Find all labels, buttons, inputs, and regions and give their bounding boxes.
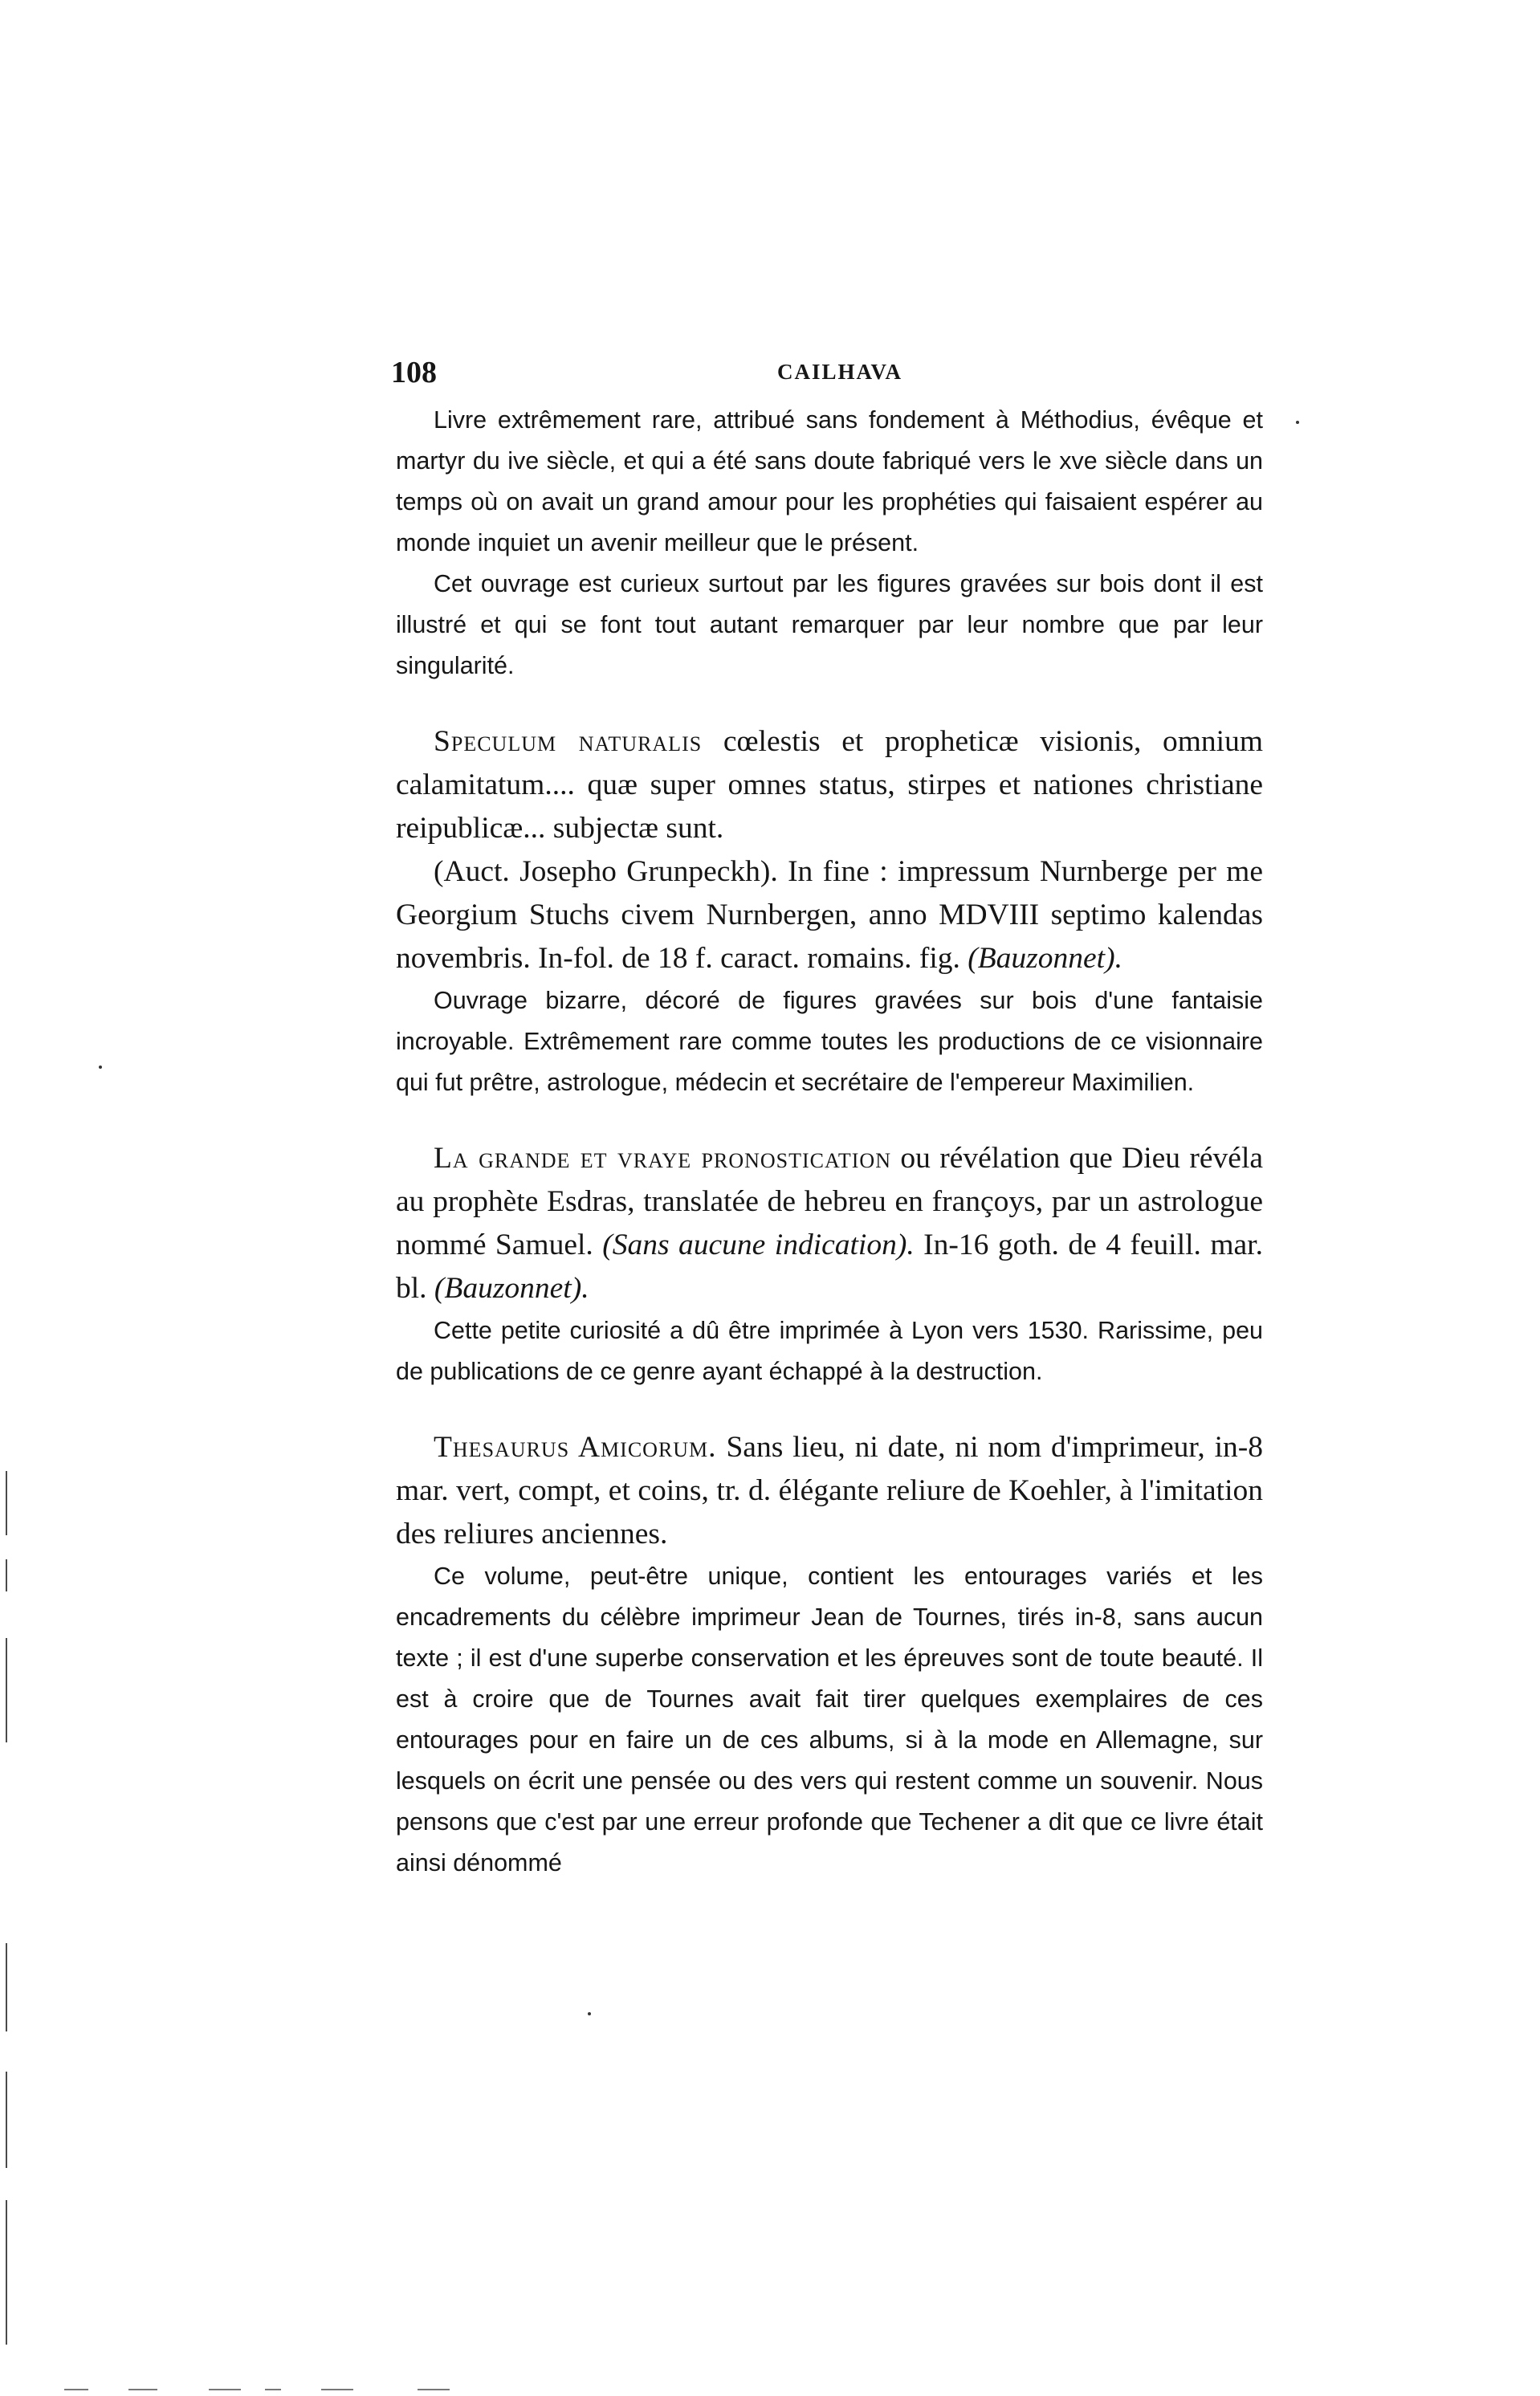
entry-text: cœlestis et propheticæ visionis, omnium calamitatum.... quæ super omnes status, stirpes et nationes christiane reipublicæ... subjectæ sunt. [396,725,1263,845]
entry-text: ou révélation que Dieu révéla au prophète Esdras, translatée de hebreu en françoys, par un astrologue nommé Samuel. [396,1142,1264,1261]
page-header [391,355,1266,395]
catalog-entry [396,1426,1263,1556]
scan-margin-mark [6,1943,7,2031]
catalog-entry [396,720,1263,850]
notice-paragraph: Cette petite curiosité a dû être imprimée à Lyon vers 1530. Rarissime, peu de publications de ce genre ayant échappé à la destruction. [396,1317,1263,1385]
entry-title: Thesaurus Amicorum. [434,1431,717,1464]
notice-paragraph: Ce volume, peut-être unique, contient les entourages variés et les encadrements du célèbre imprimeur Jean de Tournes, tirés in-8, sans aucun texte ; il est d'une superbe conservation et les épreuves sont de toute beauté. Il est à croire que de Tournes avait fait tirer quelques exemplaires de ces entourages pour en faire un de ces albums, si à la mode en Allemagne, sur lesquels on écrit une pensée ou des vers qui restent comme un souvenir. Nous pensons que c'est par une erreur profonde que Techener a dit que ce livre était ainsi dénommé [396,1563,1263,1876]
scan-speck [99,1066,102,1069]
scan-margin-mark [6,1638,7,1742]
entry-note: (Sans aucune indication). [602,1229,915,1261]
scan-margin-mark [6,1559,7,1591]
entry-binder: (Bauzonnet). [968,942,1122,975]
notice-paragraph: Ouvrage bizarre, décoré de figures gravées sur bois d'une fantaisie incroyable. Extrêmement rare comme toutes les productions de ce visionnaire qui fut prêtre, astrologue, médecin et secrétaire de l'empereur Maximilien. [396,987,1263,1096]
entry-title: La grande et vraye pronostication [434,1142,891,1175]
catalog-entry [396,1137,1263,1310]
notice-paragraph: Livre extrêmement rare, attribué sans fondement à Méthodius, évêque et martyr du ive siècle, et qui a été sans doute fabriqué vers le xve siècle dans un temps où on avait un grand amour pour les prophéties qui faisaient espérer au monde inquiet un avenir meilleur que le présent. [396,406,1263,556]
scan-bottom-mark [64,2389,88,2390]
scan-bottom-mark [265,2389,281,2390]
catalog-entry-details [396,850,1263,980]
scan-speck [1296,421,1299,424]
scan-bottom-mark [321,2389,353,2390]
page-number: 108 [391,356,437,389]
scan-margin-mark [6,2072,7,2168]
notice-paragraph: Cet ouvrage est curieux surtout par les figures gravées sur bois dont il est illustré et qui se font tout autant remarquer par leur nombre que par leur singularité. [396,570,1263,679]
entry-binder: (Bauzonnet). [434,1272,589,1305]
entry-text: Sans lieu, ni date, ni nom d'imprimeur, in-8 mar. vert, compt, et coins, tr. d. élégante reliure de Koehler, à l'imitation des reliures anciennes. [396,1431,1263,1550]
scan-margin-mark [6,1471,7,1535]
page-body [396,400,1263,1884]
scan-bottom-mark [209,2389,241,2390]
scan-margin-mark [6,2200,7,2345]
scan-bottom-mark [128,2389,157,2390]
running-head: CAILHAVA [777,360,903,384]
scan-speck [588,2012,591,2015]
entry-details: In-16 goth. de 4 feuill. mar. bl. [396,1229,1263,1305]
entry-details: (Auct. Josepho Grunpeckh). In fine : impressum Nurnberge per me Georgium Stuchs civem Nurnbergen, anno MDVIII septimo kalendas novembris. In-fol. de 18 f. caract. romains. fig. [396,855,1263,975]
entry-title: Speculum naturalis [434,725,703,758]
scan-bottom-mark [418,2389,450,2390]
